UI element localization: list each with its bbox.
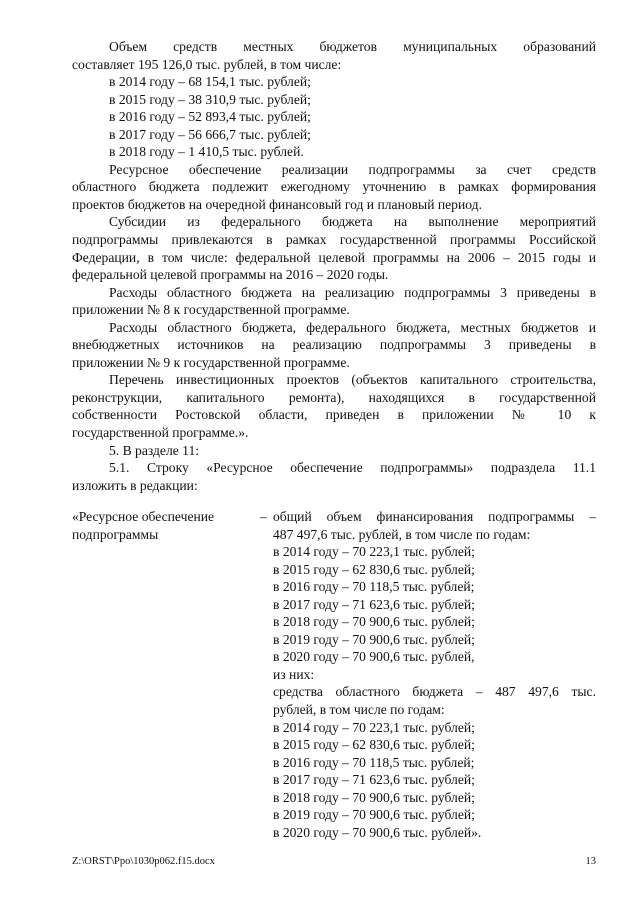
row-value-line: общий объем финансирования подпрограммы –: [273, 509, 596, 524]
row-value-line: в 2018 году – 70 900,6 тыс. рублей;: [273, 789, 475, 805]
row-value-line: в 2019 году – 70 900,6 тыс. рублей;: [273, 807, 475, 823]
body-line: 5.1. Строку «Ресурсное обеспечение подпрограммы» подраздела 11.1: [109, 460, 596, 476]
body-line: Субсидии из федерального бюджета на выполнение мероприятий: [109, 214, 596, 230]
body-line: проектов бюджетов на очередной финансовый год и плановый период.: [72, 196, 482, 212]
body-text: [72, 38, 596, 494]
row-value-line: рублей, в том числе по годам:: [273, 702, 445, 718]
body-line: реконструкции, капитального ремонта), находящихся в государственной: [72, 389, 596, 405]
row-dash: –: [260, 509, 267, 524]
row-value-line: 487 497,6 тыс. рублей, в том числе по годам:: [273, 526, 531, 542]
row-value-line: в 2017 году – 71 623,6 тыс. рублей;: [273, 772, 475, 788]
row-value-line: в 2015 году – 62 830,6 тыс. рублей;: [273, 561, 475, 577]
body-line: Расходы областного бюджета на реализацию подпрограммы 3 приведены в: [109, 284, 596, 300]
body-line: в 2014 году – 68 154,1 тыс. рублей;: [109, 74, 311, 90]
body-line: собственности Ростовской области, приведен в приложении № 10 к: [72, 407, 596, 423]
row-value-line: в 2019 году – 70 900,6 тыс. рублей;: [273, 631, 475, 647]
body-line: приложении № 8 к государственной программе.: [72, 302, 350, 318]
body-line: составляет 195 126,0 тыс. рублей, в том числе:: [72, 56, 342, 72]
body-line: в 2017 году – 56 666,7 тыс. рублей;: [109, 126, 311, 142]
row-label-line: подпрограммы: [72, 526, 159, 542]
row-value-line: в 2020 году – 70 900,6 тыс. рублей».: [273, 824, 482, 840]
body-line: федеральной целевой программы на 2016 – 2020 годы.: [72, 267, 389, 283]
row-label-line: «Ресурсное обеспечение: [72, 509, 215, 524]
body-line: в 2015 году – 38 310,9 тыс. рублей;: [109, 91, 311, 107]
row-value-line: в 2018 году – 70 900,6 тыс. рублей;: [273, 614, 475, 630]
body-line: Расходы областного бюджета, федерального бюджета, местных бюджетов и: [109, 319, 596, 335]
row-value-line: в 2016 году – 70 118,5 тыс. рублей;: [273, 754, 475, 770]
row-value-line: в 2016 году – 70 118,5 тыс. рублей;: [273, 579, 475, 595]
page-footer: [72, 855, 596, 869]
body-line: в 2018 году – 1 410,5 тыс. рублей.: [109, 144, 304, 160]
body-line: приложении № 9 к государственной программе.: [72, 354, 350, 370]
row-value-line: в 2020 году – 70 900,6 тыс. рублей,: [273, 649, 475, 665]
body-line: Перечень инвестиционных проектов (объектов капитального строительства,: [109, 372, 596, 388]
resource-row-label: [72, 508, 262, 543]
body-line: внебюджетных источников на реализацию подпрограммы 3 приведены в: [72, 337, 596, 353]
body-line: государственной программе.».: [72, 425, 249, 441]
row-value-line: средства областного бюджета – 487 497,6 тыс.: [273, 684, 596, 700]
resource-row-value: [273, 508, 596, 841]
section-heading: 5. В разделе 11:: [109, 442, 200, 458]
body-line: областного бюджета подлежит ежегодному уточнению в рамках формирования: [72, 179, 596, 195]
body-line: Ресурсное обеспечение реализации подпрограммы за счет средств: [109, 161, 596, 177]
row-value-line: из них:: [273, 666, 315, 682]
body-line: подпрограммы привлекаются в рамках государственной программы Российской: [72, 232, 596, 248]
row-value-line: в 2014 году – 70 223,1 тыс. рублей;: [273, 719, 475, 735]
body-line: Объем средств местных бюджетов муниципальных образований: [109, 39, 596, 54]
page-number: 13: [585, 856, 596, 867]
row-value-line: в 2017 году – 71 623,6 тыс. рублей;: [273, 596, 475, 612]
row-value-line: в 2014 году – 70 223,1 тыс. рублей;: [273, 544, 475, 560]
body-line: изложить в редакции:: [72, 477, 198, 493]
file-path: Z:\ORST\Ppo\1030p062.f15.docx: [72, 856, 215, 867]
row-value-line: в 2015 году – 62 830,6 тыс. рублей;: [273, 737, 475, 753]
body-line: Федерации, в том числе: федеральной целевой программы на 2006 – 2015 годы и: [72, 249, 596, 265]
body-line: в 2016 году – 52 893,4 тыс. рублей;: [109, 109, 311, 125]
